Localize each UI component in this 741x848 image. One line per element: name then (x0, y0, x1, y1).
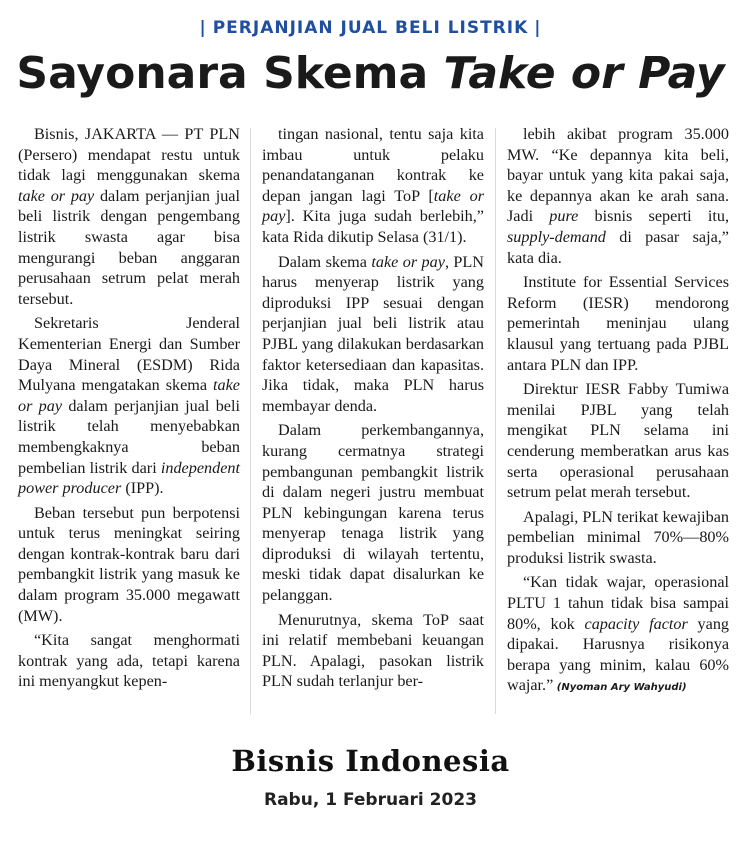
publication-date: Rabu, 1 Februari 2023 (264, 790, 477, 810)
article-paragraph: Apalagi, PLN terikat kewajiban pembelian minimal 70%—80% produksi listrik swasta. (507, 507, 729, 567)
article-paragraph: lebih akibat program 35.000 MW. “Ke depannya kita beli, bayar untuk yang kita pakai saja, ke depannya akan ke arah sana. Jadi pure bisnis seperti itu, supply-demand di pasar saja,” kata dia. (507, 125, 729, 267)
article-paragraph: Dalam perkembangannya, kurang cermatnya strategi pembangunan pembangkit listrik di dalam negeri justru membuat PLN kebingungan karena terus menyerap tenaga listrik yang diproduksi di wilayah tertentu, meski tidak dapat disalurkan ke pelanggan. (262, 421, 484, 605)
article-paragraph: Dalam skema take or pay, PLN harus menyerap listrik yang diproduksi IPP sesuai dengan perjanjian jual beli listrik atau PJBL yang dilakukan berdasarkan faktor ketersediaan dan kapasitas. Jika tidak, maka PLN harus membayar denda. (262, 252, 484, 415)
article-paragraph: Menurutnya, skema ToP saat ini relatif membebani keuangan PLN. Apalagi, pasokan listrik PLN sudah terlanjur ber- (262, 610, 484, 691)
kicker-bar-right: | (534, 18, 542, 38)
article-column-3 (507, 124, 729, 703)
headline (0, 48, 741, 99)
publication-masthead: Bisnis Indonesia (231, 744, 510, 778)
author-byline: (Nyoman Ary Wahyudi) (553, 682, 687, 694)
kicker-bar-left: | (199, 18, 207, 38)
article-paragraph: Bisnis, JAKARTA — PT PLN (Persero) mendapat restu untuk tidak lagi menggunakan skema take or pay dalam perjanjian jual beli listrik dengan pengembang listrik swasta agar bisa mengurangi beban anggaran perusahaan setrum pelat merah tersebut. (18, 125, 240, 308)
column-divider (250, 128, 251, 714)
headline-part2: Take or Pay (443, 48, 725, 99)
article-column-2 (262, 124, 484, 696)
article-paragraph: “Kita sangat menghormati kontrak yang ada, tetapi karena ini menyangkut kepen- (18, 631, 240, 691)
kicker-text: PERJANJIAN JUAL BELI LISTRIK (212, 18, 529, 38)
article-column-1 (18, 124, 240, 696)
headline-part1: Sayonara Skema (16, 48, 444, 99)
article-paragraph: Sekretaris Jenderal Kementerian Energi dan Sumber Daya Mineral (ESDM) Rida Mulyana mengatakan skema take or pay dalam perjanjian jual beli listrik telah menyebabkan membengkaknya beban pembelian listrik dari independent power producer (IPP). (18, 314, 240, 498)
article-paragraph: Direktur IESR Fabby Tumiwa menilai PJBL yang telah mengikat PLN selama ini cenderung memberatkan arus kas serta operasional perusahaan setrum pelat merah tersebut. (507, 380, 729, 502)
section-kicker (0, 18, 741, 38)
article-paragraph: “Kan tidak wajar, operasional PLTU 1 tahun tidak bisa sampai 80%, kok capacity factor yang dipakai. Harusnya risikonya berapa yang minim, kalau 60% wajar.” (Nyoman Ary Wahyudi) (507, 573, 730, 695)
article-paragraph: tingan nasional, tentu saja kita imbau untuk pelaku penandatanganan kontrak ke depan jangan lagi ToP [take or pay]. Kita juga sudah berlebih,” kata Rida dikutip Selasa (31/1). (262, 125, 484, 246)
column-divider (495, 128, 496, 714)
article-paragraph: Beban tersebut pun berpotensi untuk terus meningkat seiring dengan kontrak-kontrak baru dari pembangkit listrik yang masuk ke dalam program 35.000 megawatt (MW). (18, 503, 240, 625)
article-paragraph: Institute for Essential Services Reform (IESR) mendorong pemerintah meninjau ulang klausul yang tertuang pada PJBL antara PLN dan IPP. (507, 273, 729, 374)
